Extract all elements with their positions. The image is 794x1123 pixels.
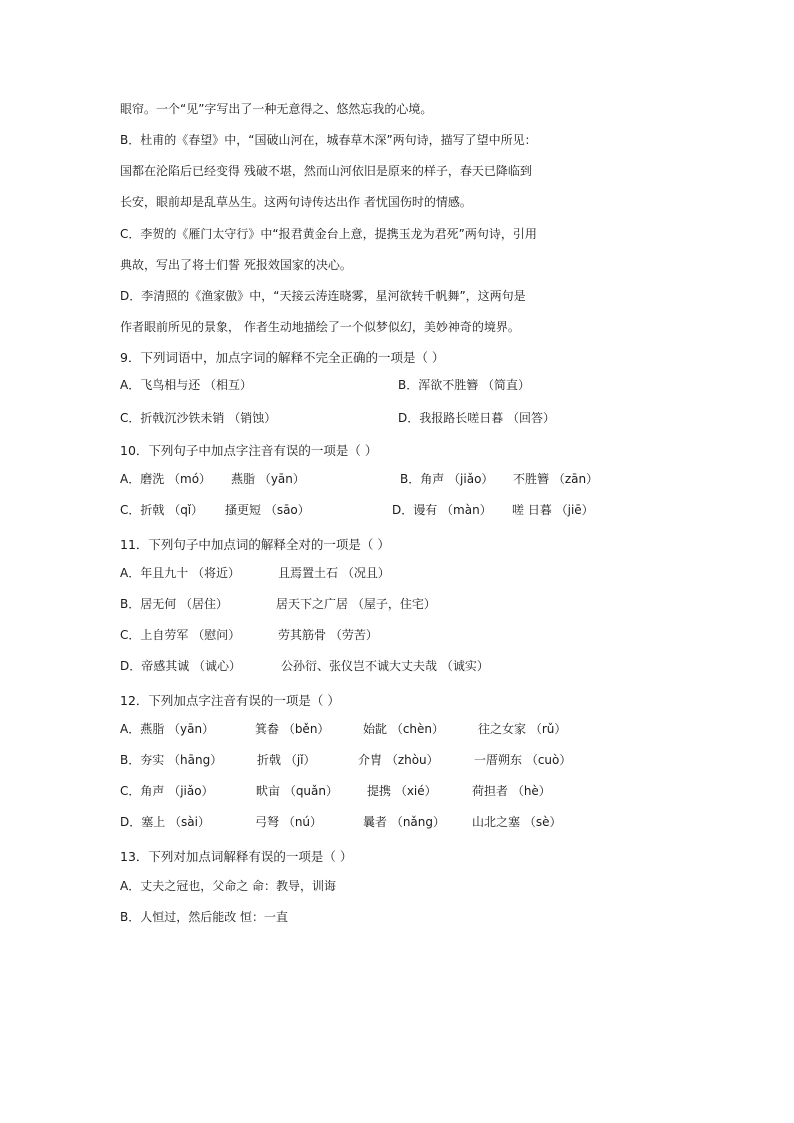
q10-option-c-1: C．折戟 （qǐ）	[120, 503, 204, 517]
q10-option-d-1: D．谩有 （màn）	[392, 503, 492, 517]
q9-option-d: D．我报路长嗟日暮 （回答）	[398, 411, 556, 425]
q11-option-d-1: D．帝感其诚 （诚心）	[120, 659, 242, 673]
q8-option-b-line-3: 长安，眼前却是乱草丛生。这两句诗传达出作 者忧国伤时的情感。	[120, 195, 472, 209]
q8-option-a-tail: 眼帘。一个“见”字写出了一种无意得之、悠然忘我的心境。	[120, 102, 433, 116]
q12-stem: 12．下列加点字注音有误的一项是（ ）	[120, 693, 340, 708]
q11-row-c	[120, 627, 680, 643]
q8-option-d-line-2: 作者眼前所见的景象， 作者生动地描绘了一个似梦似幻，美妙神奇的境界。	[120, 320, 520, 334]
q11-option-a-1: A．年且九十 （将近）	[120, 566, 241, 580]
q11-option-c-1: C．上自劳军 （慰问）	[120, 628, 241, 642]
q12-option-c-1: C．角声 （jiǎo）	[120, 784, 214, 798]
q10-option-a-2: 燕脂 （yān）	[231, 472, 305, 486]
q9-option-a: A．飞鸟相与还 （相互）	[120, 378, 253, 392]
q10-row-cd	[120, 502, 680, 518]
q11-row-d	[120, 658, 680, 674]
q12-option-a-2: 箕畚 （běn）	[255, 722, 330, 736]
q13-stem: 13．下列对加点词解释有误的一项是（ ）	[120, 849, 353, 864]
q11-option-a-2: 且焉置土石 （况且）	[278, 566, 390, 580]
q12-option-b-1: B．夯实 （hāng）	[120, 753, 223, 767]
q12-row-a	[120, 721, 680, 737]
q12-option-d-1: D．塞上 （sài）	[120, 815, 210, 829]
q13-option-b: B．人恒过，然后能改 恒：一直	[120, 910, 289, 924]
q12-row-b	[120, 752, 680, 768]
q11-row-b	[120, 596, 680, 612]
q10-option-b-1: B．角声 （jiǎo）	[400, 472, 494, 486]
q13-option-a: A．丈夫之冠也，父命之 命：教导，训诲	[120, 879, 337, 893]
q12-option-a-3: 始龀 （chèn）	[363, 722, 445, 736]
q10-option-c-2: 搔更短 （sāo）	[225, 503, 310, 517]
q9-row-ab	[120, 377, 680, 393]
q8-option-c-line-1: C．李贺的《雁门太守行》中“报君黄金台上意，提携玉龙为君死”两句诗，引用	[120, 227, 537, 241]
q12-option-d-2: 弓弩 （nú）	[255, 815, 323, 829]
q10-option-b-2: 不胜簪 （zān）	[513, 472, 599, 486]
q12-option-c-2: 畎亩 （quǎn）	[256, 784, 338, 798]
q12-option-d-4: 山北之塞 （sè）	[472, 815, 562, 829]
q10-stem: 10．下列句子中加点字注音有误的一项是（ ）	[120, 443, 378, 458]
q9-stem: 9．下列词语中，加点字词的解释不完全正确的一项是（ ）	[120, 350, 445, 365]
q8-option-d-line-1: D．李清照的《渔家傲》中，“天接云涛连晓雾，星河欲转千帆舞”，这两句是	[120, 289, 526, 303]
q12-option-c-3: 提携 （xié）	[367, 784, 437, 798]
q11-option-c-2: 劳其筋骨 （劳苦）	[278, 628, 378, 642]
q12-row-c	[120, 783, 680, 799]
q12-option-b-2: 折戟 （jǐ）	[257, 753, 316, 767]
q9-option-b: B．浑欲不胜簪 （简直）	[398, 378, 531, 392]
q11-option-b-2: 居天下之广居 （屋子，住宅）	[276, 597, 436, 611]
q11-option-b-1: B．居无何 （居住）	[120, 597, 229, 611]
q9-row-cd	[120, 410, 680, 426]
q12-option-a-4: 往之女家 （rǔ）	[478, 722, 567, 736]
q12-option-b-4: 一厝朔东 （cuò）	[474, 753, 572, 767]
q12-option-c-4: 荷担者 （hè）	[472, 784, 551, 798]
q12-option-a-1: A．燕脂 （yān）	[120, 722, 215, 736]
q8-option-b-line-2: 国都在沦陷后已经变得 残破不堪，然而山河依旧是原来的样子，春天已降临到	[120, 164, 532, 178]
q8-option-b-line-1: B．杜甫的《春望》中，“国破山河在，城春草木深”两句诗，描写了望中所见：	[120, 133, 537, 147]
q12-option-b-3: 介胄 （zhòu）	[358, 753, 439, 767]
q8-option-c-line-2: 典故，写出了将士们誓 死报效国家的决心。	[120, 258, 352, 272]
q9-option-c: C．折戟沉沙铁未销 （销蚀）	[120, 411, 277, 425]
q10-option-a-1: A．磨洗 （mó）	[120, 472, 212, 486]
q12-row-d	[120, 814, 680, 830]
q11-row-a	[120, 565, 680, 581]
q11-option-d-2: 公孙衍、张仪岂不诚大丈夫哉 （诚实）	[281, 659, 489, 673]
q11-stem: 11．下列句子中加点词的解释全对的一项是（ ）	[120, 537, 390, 552]
q10-row-ab	[120, 471, 680, 487]
q10-option-d-2: 嗟 日暮 （jiē）	[512, 503, 594, 517]
q12-option-d-3: 曩者 （nǎng）	[363, 815, 445, 829]
